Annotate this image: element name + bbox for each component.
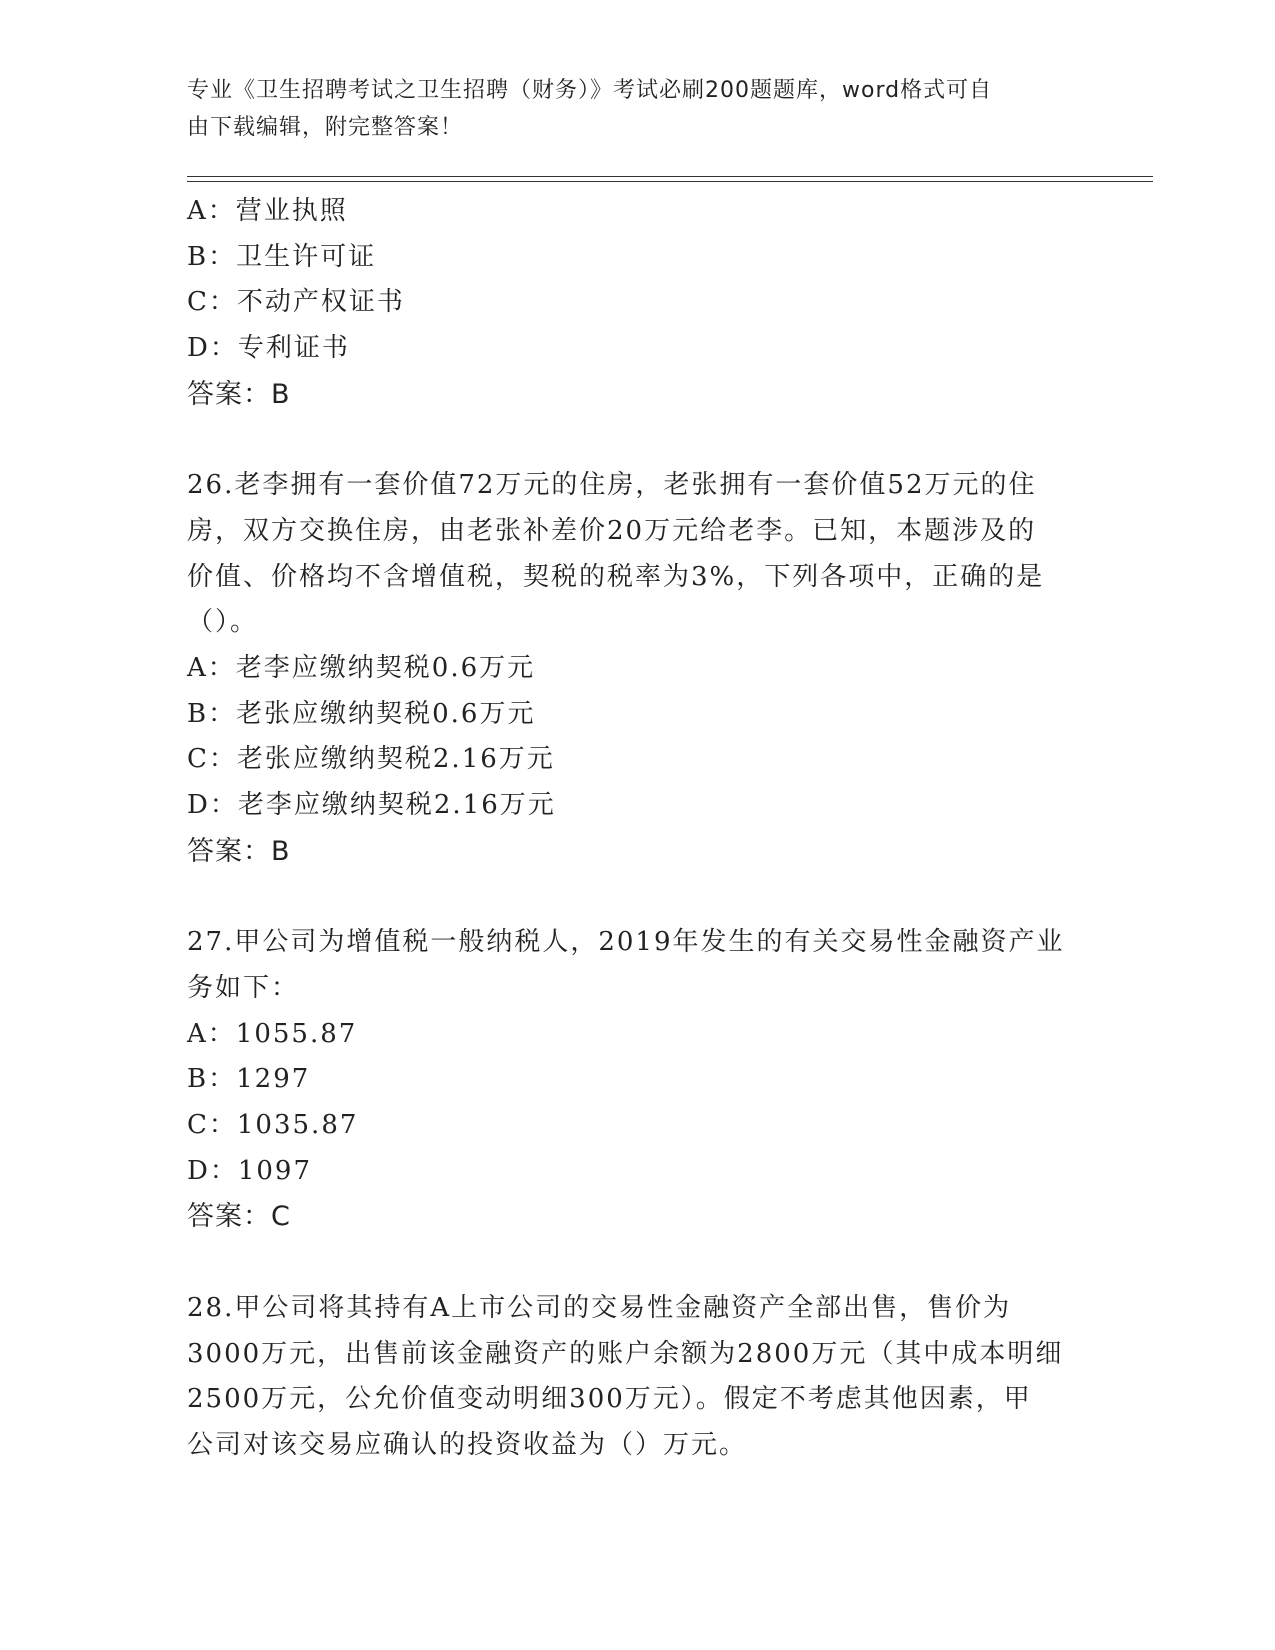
option-c: C：不动产权证书 xyxy=(187,287,405,318)
question-25 xyxy=(187,189,1087,418)
option-c: C：1035.87 xyxy=(187,1110,359,1141)
question-stem-line: 26.老李拥有一套价值72万元的住房，老张拥有一套价值52万元的住 xyxy=(187,470,1037,501)
question-stem-line: 27.甲公司为增值税一般纳税人，2019年发生的有关交易性金融资产业 xyxy=(187,927,1065,958)
question-stem-line: 务如下： xyxy=(187,972,300,1003)
option-b: B：卫生许可证 xyxy=(187,241,377,272)
question-stem-line: 2500万元，公允价值变动明细300万元）。假定不考虑其他因素，甲 xyxy=(187,1384,1032,1415)
question-28 xyxy=(187,1286,1087,1469)
header-line-1: 专业《卫生招聘考试之卫生招聘（财务）》考试必刷200题题库，word格式可自 xyxy=(187,78,993,103)
question-stem-line: 价值、价格均不含增值税，契税的税率为3%，下列各项中，正确的是 xyxy=(187,561,1045,592)
question-26 xyxy=(187,463,1087,874)
spacer xyxy=(187,418,1087,464)
answer-line: 答案：B xyxy=(187,378,291,410)
question-stem-line: 房，双方交换住房，由老张补差价20万元给老李。已知，本题涉及的 xyxy=(187,515,1037,546)
header-divider-bottom xyxy=(187,181,1153,182)
header-line-2: 由下载编辑，附完整答案！ xyxy=(187,115,464,140)
document-body xyxy=(187,189,1087,1469)
option-b: B：老张应缴纳契税0.6万元 xyxy=(187,698,536,729)
document-header xyxy=(187,72,1087,146)
spacer xyxy=(187,875,1087,921)
answer-line: 答案：B xyxy=(187,835,291,867)
option-a: A：老李应缴纳契税0.6万元 xyxy=(187,653,536,684)
option-a: A：1055.87 xyxy=(187,1018,358,1049)
question-stem-line: 公司对该交易应确认的投资收益为（）万元。 xyxy=(187,1429,748,1460)
question-27 xyxy=(187,920,1087,1240)
option-c: C：老张应缴纳契税2.16万元 xyxy=(187,744,555,775)
question-stem-line: （）。 xyxy=(187,607,259,638)
question-stem-line: 3000万元，出售前该金融资产的账户余额为2800万元（其中成本明细 xyxy=(187,1338,1064,1369)
option-d: D：1097 xyxy=(187,1155,313,1186)
option-a: A：营业执照 xyxy=(187,196,348,226)
question-stem-line: 28.甲公司将其持有A上市公司的交易性金融资产全部出售，售价为 xyxy=(187,1292,1012,1323)
option-d: D：专利证书 xyxy=(187,333,350,364)
answer-line: 答案：C xyxy=(187,1201,291,1233)
option-b: B：1297 xyxy=(187,1064,311,1095)
spacer xyxy=(187,1240,1087,1286)
header-divider-top xyxy=(187,176,1153,177)
option-d: D：老李应缴纳契税2.16万元 xyxy=(187,790,556,821)
